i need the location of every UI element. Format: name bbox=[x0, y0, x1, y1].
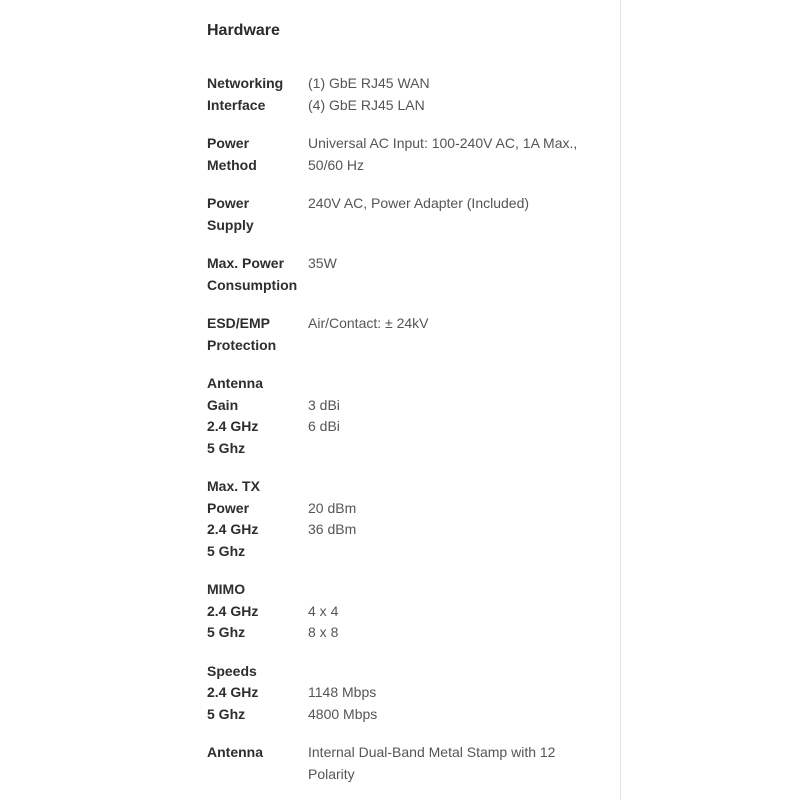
spec-label-line: 5 Ghz bbox=[207, 705, 246, 722]
spec-value-line: 240V AC, Power Adapter (Included) bbox=[308, 195, 530, 211]
spec-value bbox=[308, 253, 607, 296]
spec-label-line: Interface bbox=[207, 96, 266, 113]
spec-label-line: Power bbox=[207, 195, 250, 211]
spec-label bbox=[207, 313, 308, 356]
spec-label-line: Speeds bbox=[207, 662, 257, 679]
spec-label-line: Power bbox=[207, 499, 250, 516]
spec-value-line: 6 dBi bbox=[308, 418, 340, 434]
spec-value-line: Air/Contact: ± 24kV bbox=[308, 315, 429, 331]
spec-label bbox=[207, 373, 308, 459]
spec-value-line: Polarity bbox=[308, 765, 355, 782]
spec-value bbox=[308, 313, 607, 356]
spec-label-line: Consumption bbox=[207, 276, 298, 293]
spec-value-line bbox=[308, 476, 607, 498]
spec-label-line: 2.4 GHz bbox=[207, 521, 259, 537]
spec-label-line: 5 Ghz bbox=[207, 624, 246, 640]
spec-label-line: 2.4 GHz bbox=[207, 418, 259, 434]
spec-value-line: (1) GbE RJ45 WAN bbox=[308, 75, 430, 91]
spec-value bbox=[308, 373, 607, 459]
spec-label-line: 5 Ghz bbox=[207, 542, 246, 559]
spec-value-line: (4) GbE RJ45 LAN bbox=[308, 96, 425, 113]
spec-label bbox=[207, 253, 308, 296]
vertical-divider bbox=[620, 0, 621, 800]
spec-value-line: 4800 Mbps bbox=[308, 705, 378, 722]
spec-label-line: Method bbox=[207, 156, 257, 173]
spec-label-line: Supply bbox=[207, 216, 254, 233]
spec-value-line: 4 x 4 bbox=[308, 602, 339, 619]
spec-label-line: Power bbox=[207, 135, 250, 151]
spec-value bbox=[308, 73, 607, 116]
spec-list bbox=[207, 73, 607, 800]
spec-label-line: MIMO bbox=[207, 581, 246, 597]
spec-label-line: Gain bbox=[207, 396, 239, 413]
spec-row-antenna bbox=[207, 742, 607, 785]
spec-label-line: Max. Power bbox=[207, 255, 285, 271]
spec-row-mimo bbox=[207, 579, 607, 644]
spec-label bbox=[207, 742, 308, 785]
spec-row-power-supply bbox=[207, 193, 607, 236]
spec-label-line: 2.4 GHz bbox=[207, 602, 259, 619]
spec-value-line: 36 dBm bbox=[308, 521, 357, 537]
spec-label-line: Max. TX bbox=[207, 478, 260, 494]
spec-value bbox=[308, 742, 607, 785]
spec-label bbox=[207, 73, 308, 116]
spec-label bbox=[207, 193, 308, 236]
spec-value bbox=[308, 579, 607, 644]
spec-label-line: Antenna bbox=[207, 744, 263, 760]
spec-value-line: 35W bbox=[308, 255, 337, 271]
spec-label-line: Antenna bbox=[207, 375, 263, 391]
spec-value bbox=[308, 661, 607, 726]
section-title: Hardware bbox=[207, 22, 280, 39]
spec-label-line: Protection bbox=[207, 336, 277, 353]
spec-row-networking-interface bbox=[207, 73, 607, 116]
spec-value-line bbox=[308, 579, 607, 601]
spec-value-line: 3 dBi bbox=[308, 396, 340, 413]
spec-value bbox=[308, 133, 607, 176]
spec-label-line: Networking bbox=[207, 75, 284, 91]
spec-value-line: Internal Dual-Band Metal Stamp with 12 bbox=[308, 744, 556, 760]
spec-label-line: ESD/EMP bbox=[207, 315, 271, 331]
spec-label bbox=[207, 133, 308, 176]
spec-value-line: 20 dBm bbox=[308, 499, 357, 516]
spec-value-line: 1148 Mbps bbox=[308, 684, 377, 700]
spec-label bbox=[207, 579, 308, 644]
spec-label bbox=[207, 661, 308, 726]
spec-row-max-power-consumption bbox=[207, 253, 607, 296]
spec-value-line: 8 x 8 bbox=[308, 624, 339, 640]
spec-value-line: Universal AC Input: 100-240V AC, 1A Max., bbox=[308, 135, 578, 151]
spec-row-power-method bbox=[207, 133, 607, 176]
spec-row-speeds bbox=[207, 661, 607, 726]
spec-value-line: 50/60 Hz bbox=[308, 156, 365, 173]
spec-value bbox=[308, 476, 607, 562]
spec-value-line bbox=[308, 661, 607, 683]
spec-label bbox=[207, 476, 308, 562]
spec-value bbox=[308, 193, 607, 236]
spec-label-line: 2.4 GHz bbox=[207, 684, 259, 700]
spec-row-esd-emp-protection bbox=[207, 313, 607, 356]
spec-value-line bbox=[308, 373, 607, 395]
spec-label-line: 5 Ghz bbox=[207, 439, 246, 456]
spec-row-max-tx-power bbox=[207, 476, 607, 562]
spec-row-antenna-gain bbox=[207, 373, 607, 459]
